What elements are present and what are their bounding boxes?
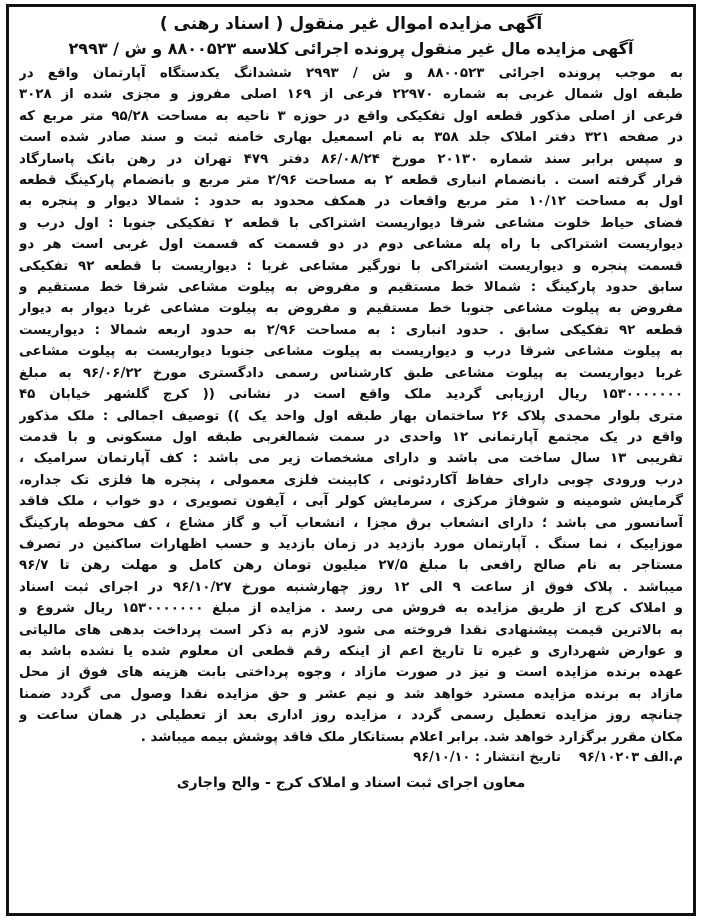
notice-meta (19, 748, 683, 768)
notice-subtitle: آگهی مزایده مال غیر منقول پرونده اجرائی کلاسه ۸۸۰۰۵۲۳ و ش / ۲۹۹۳ (68, 39, 634, 58)
body-line: سابق حدود پارکینگ : شمالا خط مستقیم و مفروض به پیلوت مشاعی شرقا خط مستقیم و (19, 280, 683, 296)
body-line: عهده برنده مزایده است و نیز در صورت مازاد ، وجوه پرداختی بابت هزینه های فوق از محل (19, 665, 683, 681)
body-line: در صفحه ۳۲۱ دفتر املاک جلد ۳۵۸ به نام اسمعیل بهاری خامنه ثبت و سند صادر شده است (19, 130, 683, 146)
body-line: اول به مساحت ۱۰/۱۲ متر مربع واقعات در همکف محدود به حدود : شمالا دیوار و پنجره به (19, 194, 683, 210)
body-line: درب ورودی چوبی دارای حفاظ آکاردئونی ، کابینت فلزی معمولی ، پنجره ها فلزی تک جداره، (19, 472, 683, 488)
notice-frame (6, 4, 696, 916)
body-line: متری بلوار محمدی پلاک ۲۶ ساختمان بهار طبقه اول واحد یک )) توصیف اجمالی : ملک مذکور (19, 408, 683, 424)
body-line: مفروض به پیلوت مشاعی جنوبا خط مستقیم و مفروض به پیلوت مشاعی غربا دیوار به دیوار (19, 301, 683, 317)
body-line: مکان مقرر برگزارد خواهد شد. برابر اعلام بستانکار ملک فاقد پوشش بیمه میباشد . (140, 729, 683, 745)
notice-signature: معاون اجرای ثبت اسناد و املاک کرج - والح واجاری (176, 775, 526, 791)
notice-title: آگهی مزایده اموال غیر منقول ( اسناد رهنی ) (159, 14, 543, 34)
body-line: به موجب پرونده اجرائی ۸۸۰۰۵۲۳ و ش / ۲۹۹۳ ششدانگ یکدستگاه آپارتمان واقع در (19, 66, 683, 81)
body-line: قطعه ۹۲ تفکیکی سابق . حدود انباری : به مساحت ۲/۹۶ به حدود اربعه شمالا : دیواریست (19, 322, 683, 338)
body-line: واقع در یک مجتمع آپارتمانی ۱۲ واحدی در سمت شمالغربی طبقه اول مسکونی و با قدمت (19, 429, 683, 445)
body-line: گرمایش شومینه و شوفاژ مرکزی ، سرمایش کولر آبی ، آیفون تصویری ، دو خواب ، ملک فاقد (19, 494, 683, 510)
reference-number: م.الف ۹۶/۱۰۲۰۳ (578, 750, 683, 765)
body-line: مازاد به برنده مزایده مسترد خواهد شد و نیم عشر و حق مزایده نقدا وصول می گردد ضمنا (19, 686, 683, 702)
body-line: طبقه اول شمال غربی به شماره ۲۲۹۷۰ فرعی از ۱۶۹ اصلی مفروز و مجزی شده از ۳۰۲۸ (19, 87, 683, 103)
body-line: و املاک کرج از طریق مزایده به فروش می رسد . مزایده از مبلغ ۱۵۳۰۰۰۰۰۰۰ ریال شروع و (19, 601, 683, 617)
body-line: به بالاترین قیمت پیشنهادی نقدا فروخته می شود لازم به ذکر است پرداخت بدهی های مالیاتی (19, 622, 683, 638)
body-line: و سپس برابر سند شماره ۲۰۱۳۰ مورخ ۸۶/۰۸/۲۴ دفتر ۴۷۹ تهران در رهن بانک پاسارگاد (19, 151, 683, 167)
body-line: به پیلوت مشاعی شرقا درب و دیواریست به پیلوت مشاعی جنوبا دیواریست به پیلوت مشاعی (19, 344, 683, 360)
body-line: چنانچه روز مزایده تعطیل رسمی گردد ، مزایده روز اداری بعد از تعطیلی در همان ساعت و (19, 708, 683, 724)
body-line: و عوارض شهرداری و غیره تا تاریخ اعم از اینکه رقم قطعی ان معلوم شده یا نشده باشد به (19, 643, 683, 659)
body-line: آسانسور می باشد ؛ دارای انشعاب برق مجزا ، انشعاب آب و گاز مشاع ، کف محوطه پارکینگ (19, 515, 683, 531)
body-line: موزاییک ، نما سنگ . آپارتمان مورد بازدید در زمان بازدید و حسب اظهارات ساکنین در تصرف (19, 536, 683, 552)
body-line: تقریبی ۱۳ سال ساخت می باشد و دارای مشخصات زیر می باشد : کف آپارتمان سرامیک ، (19, 451, 683, 467)
body-line: مستاجر به نام صالح رافعی با مبلغ ۲۷/۵ میلیون تومان رهن کامل و مهلت رهن تا ۹۶/۷ (19, 558, 683, 574)
publish-date: تاریخ انتشار : ۹۶/۱۰/۱۰ (413, 750, 561, 765)
body-line: قسمت پنجره و دیواریست اشتراکی با نورگیر مشاعی غربا : دیواریست با قطعه ۹۲ تفکیکی (19, 258, 683, 274)
body-line: غربا دیواریست به پیلوت مشاعی طبق کارشناس رسمی دادگستری مورخ ۹۶/۰۶/۲۲ به مبلغ (19, 365, 683, 381)
body-line: دیواریست اشتراکی با راه پله مشاعی دوم در دو قسمت که قسمت اول غربی است هر دو (19, 237, 683, 253)
body-line: قرار گرفته است . بانضمام انباری قطعه ۲ به مساحت ۲/۹۶ متر مربع و بانضمام پارکینگ قطعه (19, 173, 683, 189)
body-line: ۱۵۳۰۰۰۰۰۰۰ ریال ارزیابی گردید ملک واقع است در نشانی (( کرج گلشهر خیابان ۴۵ (19, 387, 683, 403)
body-line: فضای حیاط خلوت مشاعی شرقا دیواریست اشتراکی با قطعه ۲ تفکیکی جنوبا : اول درب و (19, 215, 683, 231)
notice-body (19, 63, 683, 748)
body-line: میباشد . پلاک فوق از ساعت ۹ الی ۱۲ روز چهارشنبه مورخ ۹۶/۱۰/۲۷ در اجرای ثبت اسناد (19, 579, 683, 595)
body-line: فرعی از اصلی مذکور قطعه اول تفکیکی واقع در حوزه ۳ ناحیه به مساحت ۹۵/۲۸ متر مربع که (19, 108, 683, 124)
